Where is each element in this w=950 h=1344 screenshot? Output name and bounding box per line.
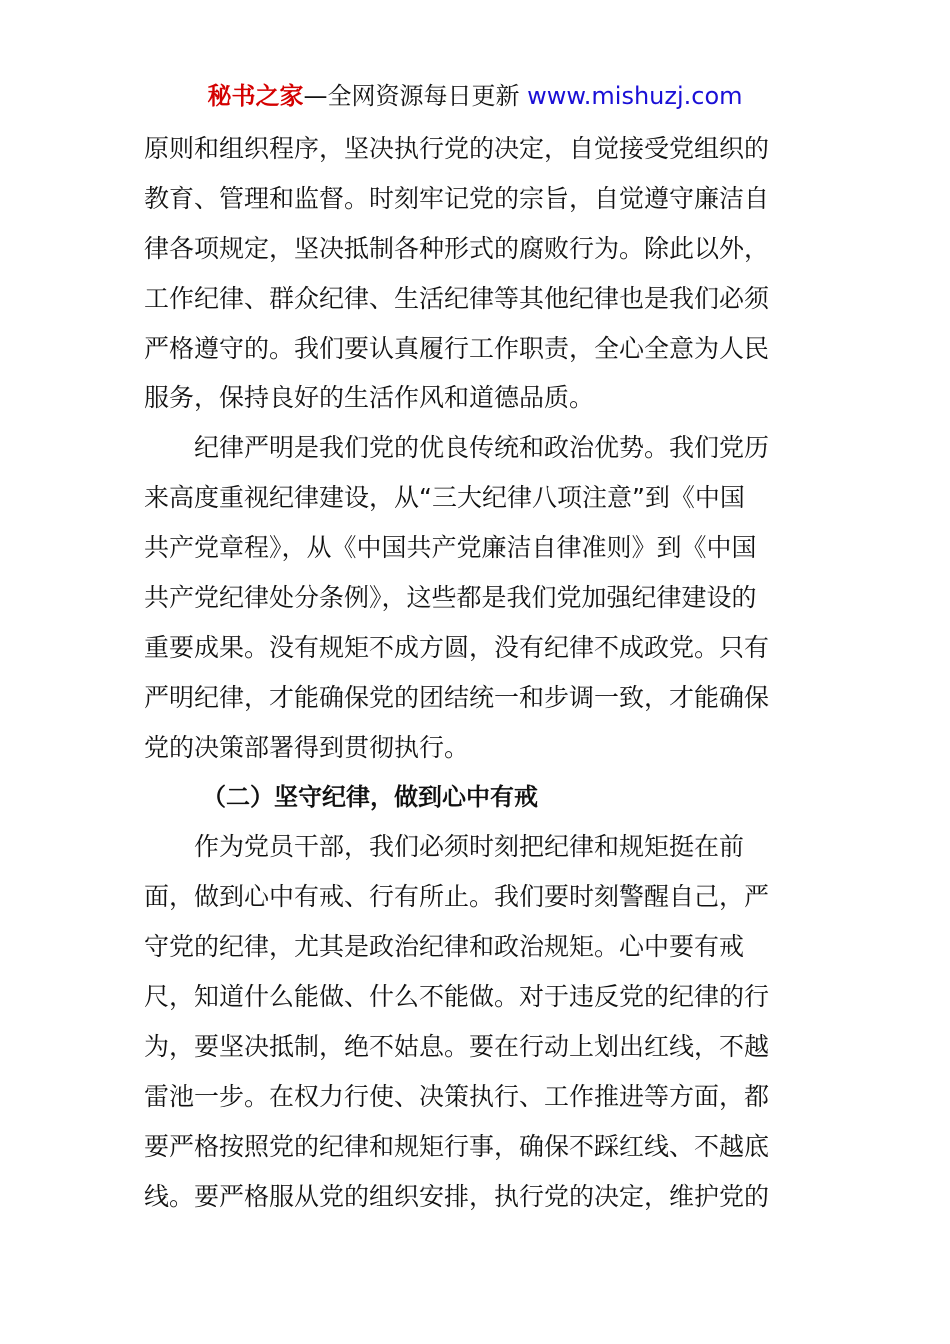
- text-line: 律各项规定，坚决抵制各种形式的腐败行为。除此以外，: [144, 233, 770, 263]
- text-line: 重要成果。没有规矩不成方圆，没有纪律不成政党。只有: [144, 632, 770, 662]
- text-line: 要严格按照党的纪律和规矩行事，确保不踩红线、不越底: [144, 1131, 770, 1161]
- page-header: [0, 80, 950, 112]
- text-line: 党的决策部署得到贯彻执行。: [144, 732, 470, 762]
- text-line: 共产党纪律处分条例》，这些都是我们党加强纪律建设的: [144, 583, 757, 613]
- section-heading: （二）坚守纪律，做到心中有戒: [202, 782, 538, 811]
- text-line: 来高度重视纪律建设，从“三大纪律八项注意”到《中国: [144, 483, 745, 513]
- text-line: 工作纪律、群众纪律、生活纪律等其他纪律也是我们必须: [144, 283, 770, 313]
- text-line: 线。要严格服从党的组织安排，执行党的决定，维护党的: [144, 1181, 770, 1211]
- text-line: 服务，保持良好的生活作风和道德品质。: [144, 383, 595, 413]
- text-line: 尺，知道什么能做、什么不能做。对于违反党的纪律的行: [144, 982, 770, 1012]
- text-line: 面，做到心中有戒、行有所止。我们要时刻警醒自己，严: [144, 882, 770, 912]
- text-line: 严格遵守的。我们要认真履行工作职责，全心全意为人民: [144, 333, 770, 363]
- brand-name: 秘书之家: [207, 82, 304, 110]
- document-body: [144, 124, 814, 1222]
- text-line: 雷池一步。在权力行使、决策执行、工作推进等方面，都: [144, 1081, 770, 1111]
- text-line: 为，要坚决抵制，绝不姑息。要在行动上划出红线，不越: [144, 1032, 770, 1062]
- text-line: 守党的纪律，尤其是政治纪律和政治规矩。心中要有戒: [144, 932, 745, 962]
- text-line: 严明纪律，才能确保党的团结统一和步调一致，才能确保: [144, 682, 770, 712]
- text-line: 共产党章程》，从《中国共产党廉洁自律准则》到《中国: [144, 533, 757, 563]
- paragraph-first-line: 作为党员干部，我们必须时刻把纪律和规矩挺在前: [194, 832, 745, 862]
- paragraph-first-line: 纪律严明是我们党的优良传统和政治优势。我们党历: [194, 433, 770, 463]
- text-line: 教育、管理和监督。时刻牢记党的宗旨，自觉遵守廉洁自: [144, 183, 770, 213]
- header-tagline: —全网资源每日更新: [303, 82, 520, 110]
- text-line: 原则和组织程序，坚决执行党的决定，自觉接受党组织的: [144, 134, 770, 163]
- website-link[interactable]: www.mishuzj.com: [527, 82, 743, 110]
